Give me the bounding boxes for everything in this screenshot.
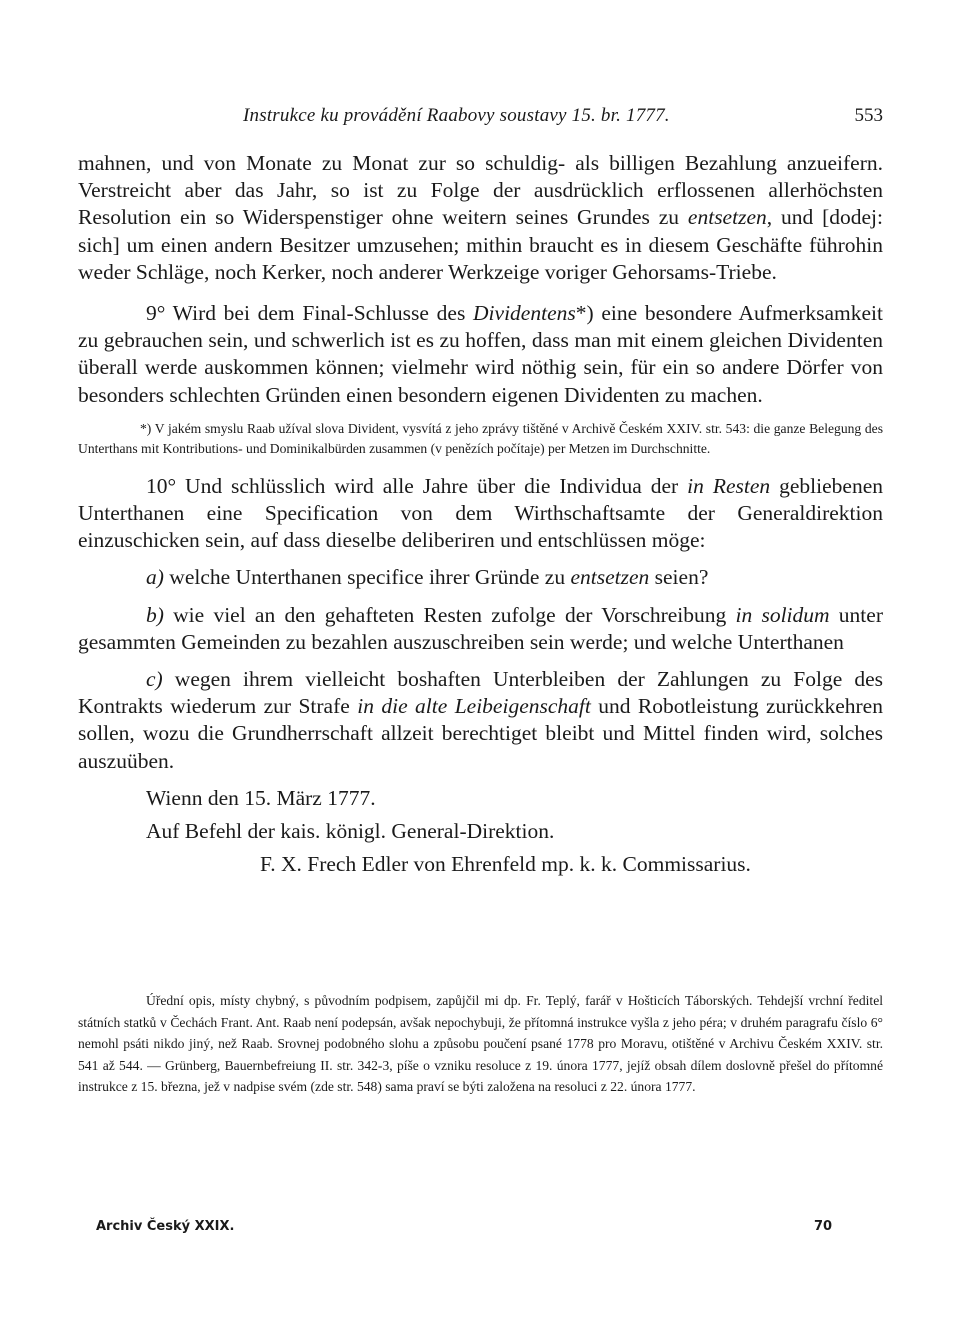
paragraph-10: 10° Und schlüsslich wird alle Jahre über die Individua der in Resten gebliebenen Unterthanen eine Specification von dem Wirthschaftsamte der Generaldirektion einzuschicken sein, auf dass dieselbe deliberiren und entschlüssen möge:	[78, 473, 883, 553]
main-text	[78, 150, 883, 878]
paragraph-continuation: mahnen, und von Monate zu Monat zur so schuldig- als billigen Bezahlung anzueifern. Verstreicht aber das Jahr, so ist zu Folge der ausdrücklich erflossenen allerhöchsten Resolution ein so Widerspenstiger ohne weitern seines Grundes zu entsetzen, und [dodej: sich] um einen andern Besitzer umzusehen; mithin braucht es in diesem Geschäfte führohin weder Schläge, noch Kerker, noch anderer Werkzeige voriger Gehorsams-Triebe.	[78, 151, 883, 284]
date-line: Wienn den 15. März 1777.	[146, 785, 376, 810]
order-line: Auf Befehl der kais. königl. General-Direktion.	[146, 819, 555, 844]
footer-signature-mark: 70	[814, 1219, 833, 1234]
item-b: b) wie viel an den gehafteten Resten zufolge der Vorschreibung in solidum unter gesammten Gemeinden zu bezahlen auszuschreiben sein werde; und welche Unterthanen	[78, 602, 883, 654]
running-title: Instrukce ku provádění Raabovy soustavy 15. br. 1777.	[243, 105, 670, 126]
footnote: *) V jakém smyslu Raab užíval slova Divident, vysvítá z jeho zprávy tištěné v Archivě Českém XXIV. str. 543: die ganze Belegung des Unterthans mit Kontributions- und Dominikalbürden zusammen (v penězích počítaje) per Metzen im Durchschnitte.	[78, 420, 883, 456]
item-c: c) wegen ihrem vielleicht boshaften Unterbleiben der Zahlungen zu Folge des Kontrakts wiederum zur Strafe in die alte Leibeigenschaft und Robotleistung zurückkehren sollen, wozu die Grundherrschaft allzeit berechtiget bleibt und Mittel finden wird, solches auszuüben.	[78, 667, 883, 773]
item-a: a) welche Unterthanen specifice ihrer Gründe zu entsetzen seien?	[146, 565, 709, 590]
editor-note: Úřední opis, místy chybný, s původním podpisem, zapůjčil mi dp. Fr. Teplý, farář v Hošticích Táborských. Tehdejší vrchní ředitel státních statků v Čechách Frant. Ant. Raab není podepsán, avšak nepochybuji, že přítomná instrukce vyšla z jeho péra; v druhém paragrafu číslo 6° nemohl psáti nikdo jiný, než Raab. Srovnej podobného slohu a způsobu poučení psané 1778 pro Moravu, otištěné v Archivu Českém XXIV. str. 541 až 544. — Grünberg, Bauernbefreiung II. str. 342-3, píše o vzniku resoluce z 19. února 1777, jejíž obsah dílem doslovně přešel do přítomné instrukce z 15. března, jež v nadpise svém (zde str. 548) sama praví se býti založena na resoluci z 22. února 1777.	[78, 993, 883, 1095]
running-header	[243, 105, 883, 133]
signature-line: F. X. Frech Edler von Ehrenfeld mp. k. k. Commissarius.	[260, 852, 751, 877]
page-number: 553	[854, 105, 883, 126]
paragraph-9: 9° Wird bei dem Final-Schlusse des Dividentens*) eine besondere Aufmerksamkeit zu gebrauchen sein, und schwerlich ist es zu hoffen, dass man mit einem gleichen Dividenten überall werde auskommen können; vielmehr wird nöthig sein, für ein so andere Dörfer von besonders schlechten Gründen einen besondern eigenen Dividenten zu machen.	[78, 301, 884, 407]
footer-volume: Archiv Český XXIX.	[96, 1219, 235, 1234]
